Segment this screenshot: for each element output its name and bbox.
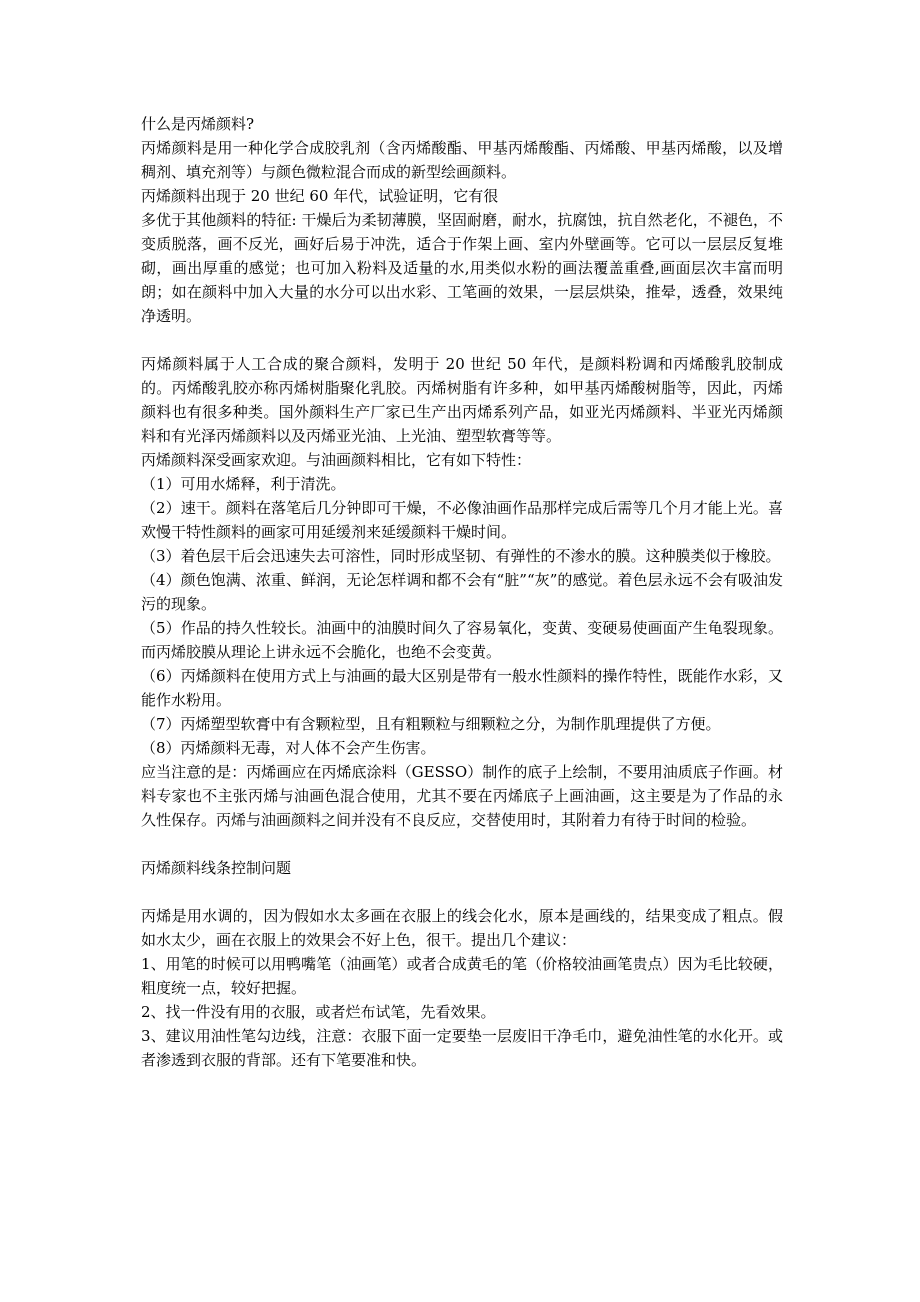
- list-item: （6）丙烯颜料在使用方式上与油画的最大区别是带有一般水性颜料的操作特性，既能作水彩，又能作水粉用。: [141, 667, 783, 709]
- list-item: 3、建议用油性笔勾边线，注意：衣服下面一定要垫一层废旧干净毛巾，避免油性笔的水化开。或者渗透到衣服的背部。还有下笔要准和快。: [141, 1027, 783, 1069]
- paragraph: 丙烯是用水调的，因为假如水太多画在衣服上的线会化水，原本是画线的，结果变成了粗点。假如水太少，画在衣服上的效果会不好上色，很干。提出几个建议：: [141, 907, 783, 949]
- section-properties: [141, 352, 783, 832]
- section-line-control: [141, 856, 783, 1072]
- paragraph-gap: [141, 880, 783, 904]
- list-item: （1）可用水烯释，利于清洗。: [141, 475, 346, 493]
- paragraph: 多优于其他颜料的特征: 干燥后为柔韧薄膜，坚固耐磨，耐水，抗腐蚀，抗自然老化，不褪色，不变质脱落，画不反光，画好后易于冲洗，适合于作架上画、室内外壁画等。它可以一层层反复堆砌，画出厚重的感觉；也可加入粉料及适量的水,用类似水粉的画法覆盖重叠,画面层次丰富而明朗；如在颜料中加入大量的水分可以出水彩、工笔画的效果，一层层烘染，推晕，透叠，效果纯净透明。: [141, 211, 783, 325]
- document-page: [141, 112, 783, 1072]
- list-item: （5）作品的持久性较长。油画中的油膜时间久了容易氧化，变黄、变硬易使画面产生龟裂现象。而丙烯胶膜从理论上讲永远不会脆化，也绝不会变黄。: [141, 619, 783, 661]
- list-item: （7）丙烯塑型软膏中有含颗粒型，且有粗颗粒与细颗粒之分，为制作肌理提供了方便。: [141, 715, 721, 733]
- section-heading: 什么是丙烯颜料?: [141, 115, 255, 133]
- paragraph-gap: [141, 832, 783, 856]
- paragraph-gap: [141, 328, 783, 352]
- list-item: （8）丙烯颜料无毒，对人体不会产生伤害。: [141, 739, 436, 757]
- paragraph: 丙烯颜料出现于 20 世纪 60 年代，试验证明，它有很: [141, 187, 499, 205]
- paragraph: 丙烯颜料深受画家欢迎。与油画颜料相比，它有如下特性：: [141, 451, 532, 469]
- list-item: （2）速干。颜料在落笔后几分钟即可干燥，不必像油画作品那样完成后需等几个月才能上光。喜欢慢干特性颜料的画家可用延缓剂来延缓颜料干燥时间。: [141, 499, 783, 541]
- section-heading: 丙烯颜料线条控制问题: [141, 859, 292, 877]
- paragraph: 丙烯颜料是用一种化学合成胶乳剂（含丙烯酸酯、甲基丙烯酸酯、丙烯酸、甲基丙烯酸，以及增稠剂、填充剂等）与颜色微粒混合而成的新型绘画颜料。: [141, 139, 783, 181]
- list-item: （3）着色层干后会迅速失去可溶性，同时形成坚韧、有弹性的不渗水的膜。这种膜类似于橡胶。: [141, 547, 781, 565]
- paragraph: 应当注意的是：丙烯画应在丙烯底涂料（GESSO）制作的底子上绘制，不要用油质底子作画。材料专家也不主张丙烯与油画色混合使用，尤其不要在丙烯底子上画油画，这主要是为了作品的永久性保存。丙烯与油画颜料之间并没有不良反应，交替使用时，其附着力有待于时间的检验。: [141, 763, 783, 829]
- paragraph: 丙烯颜料属于人工合成的聚合颜料，发明于 20 世纪 50 年代，是颜料粉调和丙烯酸乳胶制成的。丙烯酸乳胶亦称丙烯树脂聚化乳胶。丙烯树脂有许多种，如甲基丙烯酸树脂等，因此，丙烯颜料也有很多种类。国外颜料生产厂家已生产出丙烯系列产品，如亚光丙烯颜料、半亚光丙烯颜料和有光泽丙烯颜料以及丙烯亚光油、上光油、塑型软膏等等。: [141, 355, 784, 445]
- list-item: 2、找一件没有用的衣服，或者烂布试笔，先看效果。: [141, 1003, 496, 1021]
- list-item: 1、用笔的时候可以用鸭嘴笔（油画笔）或者合成黄毛的笔（价格较油画笔贵点）因为毛比较硬，粗度统一点，较好把握。: [141, 955, 783, 997]
- section-what-is-acrylic: [141, 112, 783, 328]
- list-item: （4）颜色饱满、浓重、鲜润，无论怎样调和都不会有“脏”“灰”的感觉。着色层永远不会有吸油发污的现象。: [141, 571, 783, 613]
